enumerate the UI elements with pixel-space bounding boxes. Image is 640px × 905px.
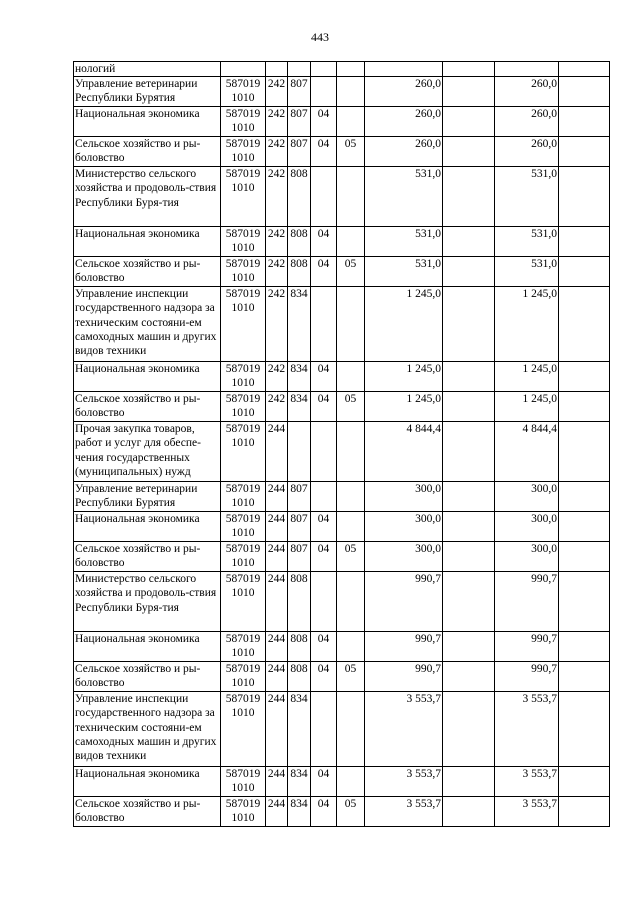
- cell-pr: 05: [337, 542, 365, 572]
- cell-grbs: 808: [288, 662, 311, 692]
- cell-csr: [221, 662, 266, 692]
- cell-pr: [337, 572, 365, 632]
- cell-name: Управление ветеринарии Республики Бурятия: [74, 77, 221, 107]
- cell-pr: [337, 632, 365, 662]
- csr-code-part-1: 587019: [225, 633, 261, 646]
- cell-grbs: 807: [288, 77, 311, 107]
- cell-rz: 04: [311, 542, 337, 572]
- cell-pr: 05: [337, 662, 365, 692]
- cell-csr: [221, 62, 266, 77]
- csr-code-part-1: 587019: [225, 768, 261, 781]
- cell-name: Министерство сельского хозяйства и продоволь-ствия Республики Буря-тия: [74, 167, 221, 227]
- cell-pr: [337, 512, 365, 542]
- cell-grbs: 834: [288, 692, 311, 767]
- cell-pr: [337, 107, 365, 137]
- cell-pr: [337, 422, 365, 482]
- cell-sum-2: [443, 542, 495, 572]
- cell-sum-4: [559, 77, 610, 107]
- cell-vr: 242: [266, 287, 288, 362]
- table-row: [74, 77, 610, 107]
- cell-rz: 04: [311, 107, 337, 137]
- cell-sum-3: 300,0: [495, 482, 559, 512]
- cell-grbs: 807: [288, 542, 311, 572]
- cell-name: Управление инспекции государственного надзора за техническим состояни-ем самоходных машин и других видов техники: [74, 692, 221, 767]
- cell-sum-3: 260,0: [495, 77, 559, 107]
- cell-vr: 242: [266, 392, 288, 422]
- cell-sum-3: 3 553,7: [495, 767, 559, 797]
- cell-csr: [221, 542, 266, 572]
- cell-vr: 244: [266, 692, 288, 767]
- cell-sum-1: 300,0: [365, 512, 443, 542]
- csr-code-part-2: 1010: [231, 557, 255, 570]
- cell-rz: 04: [311, 767, 337, 797]
- cell-vr: 244: [266, 542, 288, 572]
- cell-sum-3: 531,0: [495, 257, 559, 287]
- cell-sum-1: 260,0: [365, 137, 443, 167]
- csr-code-part-2: 1010: [231, 122, 255, 135]
- cell-vr: 242: [266, 227, 288, 257]
- table-row: [74, 227, 610, 257]
- cell-rz: [311, 62, 337, 77]
- table-body: [74, 62, 610, 827]
- csr-code-part-2: 1010: [231, 527, 255, 540]
- cell-rz: [311, 482, 337, 512]
- cell-sum-1: 531,0: [365, 257, 443, 287]
- cell-sum-1: 531,0: [365, 227, 443, 257]
- cell-name: Управление инспекции государственного надзора за техническим состояни-ем самоходных машин и других видов техники: [74, 287, 221, 362]
- table-row: [74, 257, 610, 287]
- cell-pr: [337, 362, 365, 392]
- cell-sum-2: [443, 227, 495, 257]
- csr-code-part-1: 587019: [225, 573, 261, 586]
- csr-code-part-2: 1010: [231, 497, 255, 510]
- cell-csr: [221, 227, 266, 257]
- cell-grbs: 807: [288, 512, 311, 542]
- cell-grbs: 808: [288, 257, 311, 287]
- cell-sum-2: [443, 767, 495, 797]
- cell-grbs: 808: [288, 572, 311, 632]
- cell-vr: 244: [266, 422, 288, 482]
- cell-grbs: 808: [288, 167, 311, 227]
- cell-name: Сельское хозяйство и ры-боловство: [74, 257, 221, 287]
- cell-name: Национальная экономика: [74, 512, 221, 542]
- cell-rz: 04: [311, 362, 337, 392]
- table-row: [74, 287, 610, 362]
- csr-code-part-1: 587019: [225, 168, 261, 181]
- cell-csr: [221, 257, 266, 287]
- csr-code-part-2: 1010: [231, 782, 255, 795]
- cell-sum-1: 3 553,7: [365, 692, 443, 767]
- csr-code-part-1: 587019: [225, 138, 261, 151]
- cell-grbs: 808: [288, 632, 311, 662]
- cell-sum-1: [365, 62, 443, 77]
- cell-sum-4: [559, 572, 610, 632]
- cell-sum-2: [443, 287, 495, 362]
- cell-csr: [221, 572, 266, 632]
- cell-sum-4: [559, 392, 610, 422]
- cell-csr: [221, 692, 266, 767]
- cell-rz: [311, 167, 337, 227]
- cell-grbs: 807: [288, 107, 311, 137]
- cell-sum-4: [559, 482, 610, 512]
- cell-grbs: 834: [288, 767, 311, 797]
- cell-sum-4: [559, 227, 610, 257]
- cell-sum-4: [559, 542, 610, 572]
- cell-vr: 244: [266, 662, 288, 692]
- table-row: [74, 137, 610, 167]
- cell-sum-3: 300,0: [495, 542, 559, 572]
- cell-grbs: 808: [288, 227, 311, 257]
- cell-vr: 242: [266, 362, 288, 392]
- cell-vr: 242: [266, 107, 288, 137]
- cell-grbs: 807: [288, 482, 311, 512]
- cell-rz: 04: [311, 227, 337, 257]
- table-row: [74, 692, 610, 767]
- cell-sum-3: 1 245,0: [495, 287, 559, 362]
- cell-rz: [311, 287, 337, 362]
- table-row: [74, 107, 610, 137]
- table-row: [74, 482, 610, 512]
- csr-code-part-2: 1010: [231, 407, 255, 420]
- csr-code-part-2: 1010: [231, 302, 255, 315]
- cell-sum-1: 300,0: [365, 542, 443, 572]
- cell-rz: [311, 572, 337, 632]
- cell-sum-4: [559, 167, 610, 227]
- cell-rz: [311, 422, 337, 482]
- cell-sum-1: 3 553,7: [365, 767, 443, 797]
- cell-grbs: [288, 62, 311, 77]
- cell-sum-1: 260,0: [365, 107, 443, 137]
- csr-code-part-2: 1010: [231, 242, 255, 255]
- cell-vr: 242: [266, 257, 288, 287]
- cell-sum-2: [443, 797, 495, 827]
- cell-vr: 242: [266, 137, 288, 167]
- cell-sum-2: [443, 512, 495, 542]
- cell-name: Министерство сельского хозяйства и продоволь-ствия Республики Буря-тия: [74, 572, 221, 632]
- cell-sum-1: 1 245,0: [365, 392, 443, 422]
- cell-sum-2: [443, 362, 495, 392]
- cell-sum-3: 3 553,7: [495, 692, 559, 767]
- cell-sum-4: [559, 692, 610, 767]
- cell-sum-2: [443, 572, 495, 632]
- csr-code-part-2: 1010: [231, 377, 255, 390]
- cell-pr: [337, 692, 365, 767]
- cell-name: Сельское хозяйство и ры-боловство: [74, 542, 221, 572]
- cell-sum-4: [559, 512, 610, 542]
- cell-csr: [221, 767, 266, 797]
- table-row: [74, 362, 610, 392]
- budget-table: [73, 61, 610, 827]
- table-row: [74, 632, 610, 662]
- cell-grbs: [288, 422, 311, 482]
- cell-sum-4: [559, 62, 610, 77]
- cell-pr: 05: [337, 257, 365, 287]
- cell-sum-2: [443, 482, 495, 512]
- csr-code-part-2: 1010: [231, 677, 255, 690]
- csr-code-part-2: 1010: [231, 182, 255, 195]
- cell-sum-3: 1 245,0: [495, 362, 559, 392]
- csr-code-part-1: 587019: [225, 693, 261, 706]
- cell-csr: [221, 512, 266, 542]
- cell-csr: [221, 287, 266, 362]
- cell-sum-2: [443, 632, 495, 662]
- cell-sum-3: 990,7: [495, 662, 559, 692]
- cell-csr: [221, 77, 266, 107]
- cell-sum-3: 990,7: [495, 632, 559, 662]
- cell-sum-3: 300,0: [495, 512, 559, 542]
- cell-sum-2: [443, 422, 495, 482]
- csr-code-part-2: 1010: [231, 437, 255, 450]
- table-row: [74, 392, 610, 422]
- cell-grbs: 834: [288, 362, 311, 392]
- table-row: [74, 797, 610, 827]
- cell-name: Сельское хозяйство и ры-боловство: [74, 137, 221, 167]
- csr-code-part-2: 1010: [231, 152, 255, 165]
- cell-sum-4: [559, 767, 610, 797]
- cell-rz: 04: [311, 662, 337, 692]
- csr-code-part-1: 587019: [225, 228, 261, 241]
- table-row: [74, 62, 610, 77]
- cell-sum-3: 260,0: [495, 107, 559, 137]
- cell-sum-1: 300,0: [365, 482, 443, 512]
- csr-code-part-2: 1010: [231, 647, 255, 660]
- cell-vr: 244: [266, 767, 288, 797]
- csr-code-part-2: 1010: [231, 272, 255, 285]
- cell-pr: 05: [337, 137, 365, 167]
- csr-code-part-1: 587019: [225, 108, 261, 121]
- cell-name: Национальная экономика: [74, 632, 221, 662]
- cell-sum-3: 531,0: [495, 227, 559, 257]
- cell-vr: 244: [266, 482, 288, 512]
- cell-sum-2: [443, 257, 495, 287]
- csr-code-part-1: 587019: [225, 393, 261, 406]
- cell-name: нологий: [74, 62, 221, 77]
- cell-csr: [221, 482, 266, 512]
- csr-code-part-1: 587019: [225, 288, 261, 301]
- cell-name: Национальная экономика: [74, 227, 221, 257]
- cell-name: Управление ветеринарии Республики Бурятия: [74, 482, 221, 512]
- cell-grbs: 807: [288, 137, 311, 167]
- table-row: [74, 422, 610, 482]
- cell-csr: [221, 167, 266, 227]
- cell-sum-3: 4 844,4: [495, 422, 559, 482]
- cell-rz: 04: [311, 137, 337, 167]
- cell-rz: [311, 692, 337, 767]
- cell-name: Сельское хозяйство и ры-боловство: [74, 392, 221, 422]
- cell-csr: [221, 797, 266, 827]
- cell-sum-2: [443, 167, 495, 227]
- table-row: [74, 167, 610, 227]
- table-row: [74, 767, 610, 797]
- cell-vr: 242: [266, 167, 288, 227]
- cell-rz: 04: [311, 797, 337, 827]
- csr-code-part-2: 1010: [231, 92, 255, 105]
- table-row: [74, 662, 610, 692]
- cell-name: Национальная экономика: [74, 107, 221, 137]
- cell-sum-4: [559, 662, 610, 692]
- cell-csr: [221, 107, 266, 137]
- cell-sum-3: 1 245,0: [495, 392, 559, 422]
- cell-rz: 04: [311, 632, 337, 662]
- cell-vr: 244: [266, 632, 288, 662]
- cell-sum-1: 3 553,7: [365, 797, 443, 827]
- cell-csr: [221, 137, 266, 167]
- cell-rz: 04: [311, 512, 337, 542]
- cell-name: Национальная экономика: [74, 362, 221, 392]
- cell-sum-4: [559, 422, 610, 482]
- cell-sum-2: [443, 107, 495, 137]
- cell-csr: [221, 362, 266, 392]
- cell-csr: [221, 422, 266, 482]
- cell-pr: [337, 167, 365, 227]
- cell-sum-3: 531,0: [495, 167, 559, 227]
- cell-sum-1: 990,7: [365, 662, 443, 692]
- csr-code-part-1: 587019: [225, 543, 261, 556]
- cell-vr: 244: [266, 512, 288, 542]
- cell-sum-4: [559, 362, 610, 392]
- cell-csr: [221, 392, 266, 422]
- csr-code-part-1: 587019: [225, 513, 261, 526]
- cell-sum-1: 4 844,4: [365, 422, 443, 482]
- csr-code-part-1: 587019: [225, 423, 261, 436]
- cell-pr: 05: [337, 797, 365, 827]
- cell-sum-2: [443, 662, 495, 692]
- cell-pr: 05: [337, 392, 365, 422]
- cell-sum-4: [559, 287, 610, 362]
- cell-name: Сельское хозяйство и ры-боловство: [74, 797, 221, 827]
- cell-sum-3: 260,0: [495, 137, 559, 167]
- cell-vr: 244: [266, 572, 288, 632]
- csr-code-part-2: 1010: [231, 707, 255, 720]
- cell-sum-4: [559, 632, 610, 662]
- cell-grbs: 834: [288, 797, 311, 827]
- cell-sum-1: 990,7: [365, 572, 443, 632]
- cell-name: Прочая закупка товаров, работ и услуг для обеспе-чения государственных (муниципальных) нужд: [74, 422, 221, 482]
- cell-sum-2: [443, 392, 495, 422]
- cell-sum-1: 260,0: [365, 77, 443, 107]
- csr-code-part-1: 587019: [225, 363, 261, 376]
- cell-pr: [337, 62, 365, 77]
- cell-sum-1: 990,7: [365, 632, 443, 662]
- cell-grbs: 834: [288, 392, 311, 422]
- cell-sum-2: [443, 77, 495, 107]
- cell-rz: 04: [311, 392, 337, 422]
- page-number: 443: [311, 30, 329, 44]
- csr-code-part-2: 1010: [231, 587, 255, 600]
- csr-code-part-1: 587019: [225, 258, 261, 271]
- cell-sum-3: [495, 62, 559, 77]
- cell-sum-3: 3 553,7: [495, 797, 559, 827]
- cell-sum-3: 990,7: [495, 572, 559, 632]
- cell-sum-4: [559, 137, 610, 167]
- cell-sum-4: [559, 107, 610, 137]
- cell-pr: [337, 767, 365, 797]
- cell-pr: [337, 227, 365, 257]
- cell-sum-4: [559, 797, 610, 827]
- cell-csr: [221, 632, 266, 662]
- cell-vr: 242: [266, 77, 288, 107]
- csr-code-part-2: 1010: [231, 812, 255, 825]
- csr-code-part-1: 587019: [225, 78, 261, 91]
- cell-grbs: 834: [288, 287, 311, 362]
- cell-sum-2: [443, 692, 495, 767]
- csr-code-part-1: 587019: [225, 483, 261, 496]
- cell-sum-1: 531,0: [365, 167, 443, 227]
- table-row: [74, 512, 610, 542]
- cell-name: Сельское хозяйство и ры-боловство: [74, 662, 221, 692]
- cell-sum-2: [443, 137, 495, 167]
- cell-pr: [337, 482, 365, 512]
- cell-sum-2: [443, 62, 495, 77]
- cell-sum-4: [559, 257, 610, 287]
- cell-vr: 244: [266, 797, 288, 827]
- table-row: [74, 542, 610, 572]
- cell-pr: [337, 77, 365, 107]
- cell-sum-1: 1 245,0: [365, 362, 443, 392]
- cell-rz: [311, 77, 337, 107]
- cell-vr: [266, 62, 288, 77]
- csr-code-part-1: 587019: [225, 663, 261, 676]
- cell-pr: [337, 287, 365, 362]
- cell-name: Национальная экономика: [74, 767, 221, 797]
- csr-code-part-1: 587019: [225, 798, 261, 811]
- table-row: [74, 572, 610, 632]
- cell-sum-1: 1 245,0: [365, 287, 443, 362]
- cell-rz: 04: [311, 257, 337, 287]
